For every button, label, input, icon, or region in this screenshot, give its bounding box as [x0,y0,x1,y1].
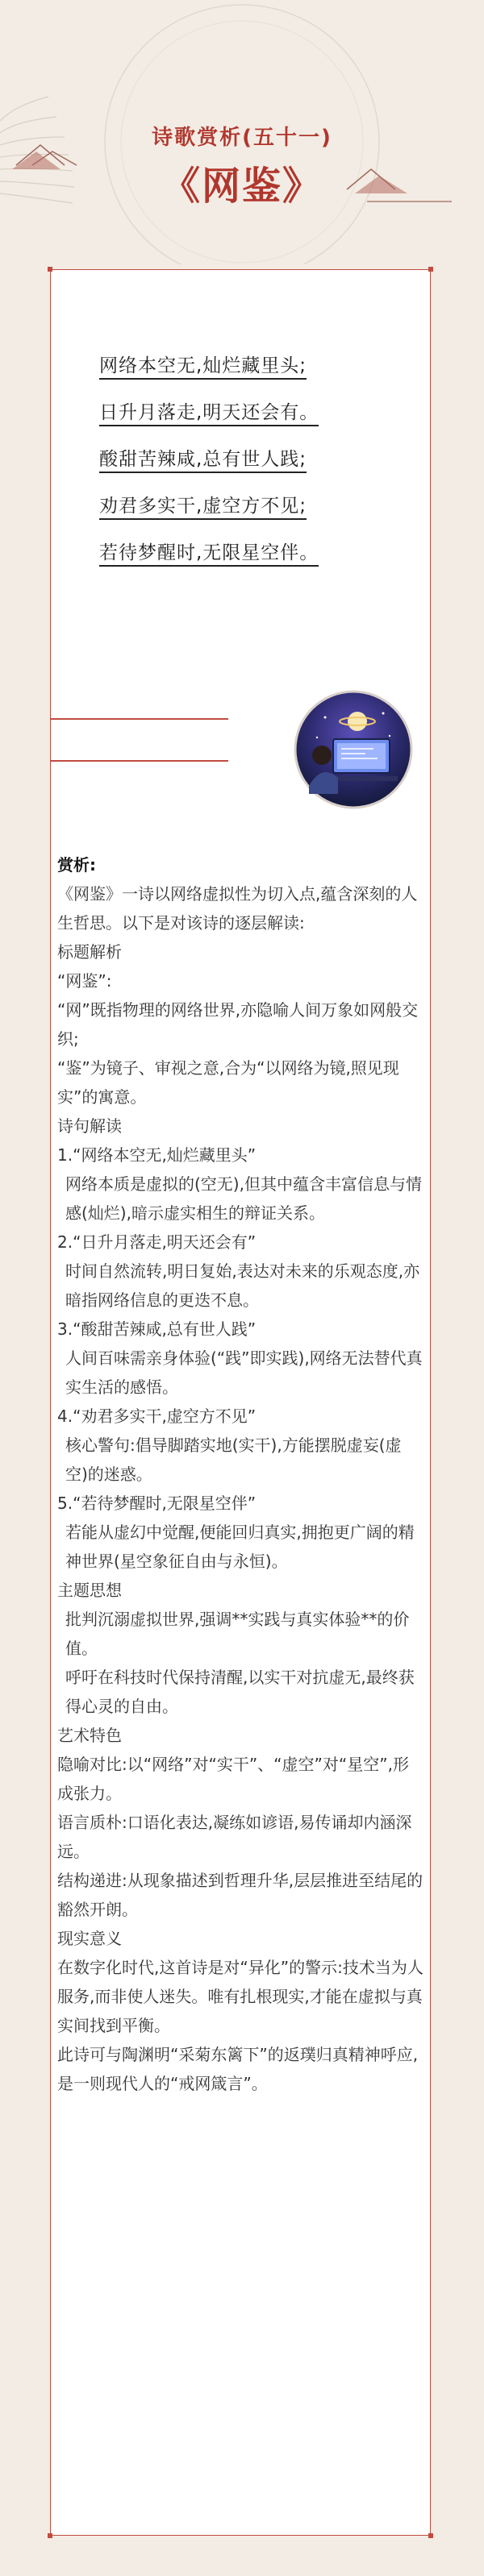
person-at-computer-illustration [293,689,414,810]
section-heading: 标题解析 [57,942,122,962]
poem-line: 日升月落走,明天还会有。 [99,389,438,436]
poem [99,343,438,576]
section-heading: 诗句解读 [57,1116,122,1136]
title-quote: “网鉴”: [57,971,112,991]
line-title: 5.“若待梦醒时,无限星空伴” [57,1494,257,1513]
poem-line: 劝君多实干,虚空方不见; [99,483,438,530]
line-title: 2.“日升月落走,明天还会有” [57,1232,257,1252]
analysis-intro: 《网鉴》一诗以网络虚拟性为切入点,蕴含深刻的人生哲思。以下是对该诗的逐层解读: [57,884,418,933]
line-explanation: 网络本质是虚拟的(空无),但其中蕴含丰富信息与情感(灿烂),暗示虚实相生的辩证关系。 [65,1174,422,1223]
page-title: 《网鉴》 [161,164,323,209]
poem-line: 网络本空无,灿烂藏里头; [99,343,438,389]
line-title: 4.“劝君多实干,虚空方不见” [57,1406,257,1426]
analysis-section [51,850,430,2098]
line-title: 1.“网络本空无,灿烂藏里头” [57,1145,257,1165]
paragraph: 隐喻对比:以“网络”对“实干”、“虚空”对“星空”,形成张力。 [57,1755,409,1803]
series-title: 诗歌赏析(五十一) [152,126,332,150]
section-heading: 主题思想 [57,1581,122,1600]
line-explanation: 核心警句:倡导脚踏实地(实干),方能摆脱虚妄(虚空)的迷惑。 [65,1435,402,1484]
paragraph: “网”既指物理的网络世界,亦隐喻人间万象如网般交织; [57,1000,419,1049]
paragraph: “鉴”为镜子、审视之意,合为“以网络为镜,照见现实”的寓意。 [57,1058,399,1107]
card-corner [48,267,52,272]
section-heading: 现实意义 [57,1929,122,1948]
line-explanation: 时间自然流转,明日复始,表达对未来的乐观态度,亦暗指网络信息的更迭不息。 [65,1261,420,1310]
line-title: 3.“酸甜苦辣咸,总有世人践” [57,1319,257,1339]
paragraph: 结构递进:从现象描述到哲理升华,层层推进至结尾的豁然开朗。 [57,1871,424,1919]
paragraph: 批判沉溺虚拟世界,强调**实践与真实体验**的价值。 [65,1610,410,1658]
card-corner [48,2533,52,2538]
paragraph: 此诗可与陶渊明“采菊东篱下”的返璞归真精神呼应,是一则现代人的“戒网箴言”。 [57,2045,419,2093]
content-card [50,269,431,2536]
analysis-label: 赏析: [57,855,96,875]
paragraph: 语言质朴:口语化表达,凝练如谚语,易传诵却内涵深远。 [57,1813,412,1861]
section-heading: 艺术特色 [57,1726,122,1745]
poem-line: 酸甜苦辣咸,总有世人践; [99,436,438,483]
card-corner [428,267,433,272]
paragraph: 呼吁在科技时代保持清醒,以实干对抗虚无,最终获得心灵的自由。 [65,1668,415,1716]
header [0,0,484,266]
poem-line: 若待梦醒时,无限星空伴。 [99,530,438,576]
line-explanation: 若能从虚幻中觉醒,便能回归真实,拥抱更广阔的精神世界(星空象征自由与永恒)。 [65,1523,415,1571]
divider-line [51,718,228,720]
paragraph: 在数字化时代,这首诗是对“异化”的警示:技术当为人服务,而非使人迷失。唯有扎根现实,才能在虚拟与真实间找到平衡。 [57,1958,424,2035]
line-explanation: 人间百味需亲身体验(“践”即实践),网络无法替代真实生活的感悟。 [65,1348,423,1397]
divider-line [51,760,228,762]
card-corner [428,2533,433,2538]
